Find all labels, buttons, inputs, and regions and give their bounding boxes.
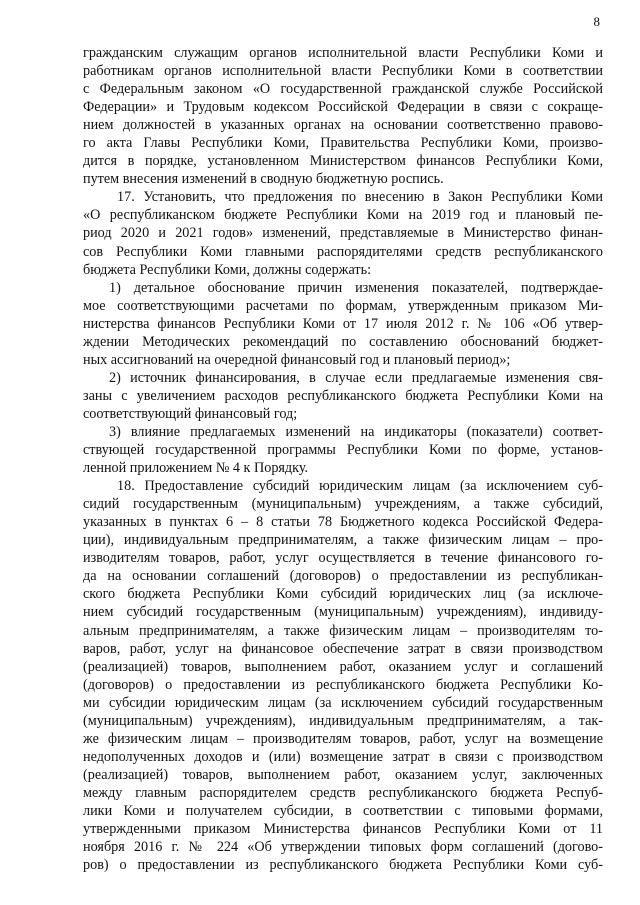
text-line: «О республиканском бюджете Республики Коми на 2019 год и плановый пе- [83, 207, 603, 224]
text-line: да на основании соглашений (договоров) о предоставлении из республикан- [83, 568, 603, 585]
text-line: ствующей государственной программы Республики Коми по форме, установ- [83, 442, 603, 459]
text-line: ных ассигнований на очередной финансовый год и плановый период»; [83, 351, 511, 368]
text-line: ждении Методических рекомендаций по составлению обоснований бюджет- [83, 333, 603, 350]
text-line: лики Коми и получателем субсидии, в соответствии с типовыми формами, [83, 802, 603, 819]
text-line: гражданским служащим органов исполнительной власти Республики Коми и [83, 45, 603, 61]
text-line: между главным распорядителем средств республиканского бюджета Респуб- [83, 784, 603, 801]
text-line: альным предпринимателям, а также физическим лицам – производителям то- [83, 622, 603, 639]
text-line: заны с увеличением расходов республиканского бюджета Республики Коми на [83, 387, 603, 404]
text-line: недополученных доходов и (или) возмещение затрат в связи с производством [83, 748, 603, 765]
text-line: дится в порядке, установленном Министерством финансов Республики Коми, [83, 153, 603, 170]
text-line: же физическим лицам – производителям товаров, работ, услуг на возмещение [83, 730, 603, 747]
text-line: ми субсидии юридическим лицам (за исключением субсидий государственным [83, 694, 603, 711]
text-line: го акта Главы Республики Коми, Правительства Республики Коми, произво- [83, 135, 603, 152]
text-line: работникам органов исполнительной власти Республики Коми в соответствии [83, 63, 603, 80]
document-body [83, 44, 603, 874]
text-line: (муниципальным) учреждениям), индивидуальным предпринимателям, а так- [83, 712, 603, 729]
text-line: 1) детальное обоснование причин изменения показателей, подтверждае- [109, 279, 603, 296]
text-line: нистерства финансов Республики Коми от 17 июля 2012 г. № 106 «Об утвер- [83, 315, 603, 332]
text-line: нием должностей в указанных органах на основании соответственно правово- [83, 117, 603, 134]
text-line: утвержденными приказом Министерства финансов Республики Коми от 11 [83, 821, 603, 838]
text-line: ленной приложением № 4 к Порядку. [83, 460, 309, 477]
text-line: (договоров) о предоставлении из республиканского бюджета Республики Ко- [83, 676, 603, 693]
text-line: указанных в пунктах 6 – 8 статьи 78 Бюджетного кодекса Российской Федера- [83, 514, 603, 531]
text-line: 2) источник финансирования, в случае если предлагаемые изменения свя- [109, 369, 603, 386]
text-line: (реализацией) товаров, выполнением работ, оказанием услуг, заключенных [83, 766, 603, 783]
text-line: ров) о предоставлении из республиканского бюджета Республики Коми суб- [83, 857, 603, 874]
text-line: сидий государственным (муниципальным) учреждениям, а также субсидий, [83, 496, 603, 513]
text-line: Федерации» и Трудовым кодексом Российской Федерации в связи с сокраще- [83, 99, 603, 116]
text-line: соответствующий финансовый год; [83, 405, 298, 422]
text-line: ции), индивидуальным предпринимателям, а также физическим лицам – про- [83, 532, 603, 549]
text-line: (реализацией) товаров, выполнением работ, оказанием услуг и соглашений [83, 658, 603, 675]
text-line: варов, работ, услуг на финансовое обеспечение затрат в связи производством [83, 640, 603, 657]
text-line: сов Республики Коми главными распорядителями средств республиканского [83, 243, 603, 260]
text-line: риод 2020 и 2021 годов» изменений, представляемые в Министерство финан- [83, 225, 603, 242]
text-line: путем внесения изменений в сводную бюджетную роспись. [83, 171, 444, 188]
text-line: ноября 2016 г. № 224 «Об утверждении типовых форм соглашений (догово- [83, 839, 603, 856]
text-line: изводителям товаров, работ, услуг осуществляется в течение финансового го- [83, 550, 603, 567]
text-line: бюджета Республики Коми, должны содержать: [83, 261, 372, 278]
text-line: 18. Предоставление субсидий юридическим лицам (за исключением суб- [117, 478, 603, 495]
text-line: 17. Установить, что предложения по внесению в Закон Республики Коми [117, 189, 603, 206]
text-line: нием субсидий государственным (муниципальным) учреждениям), индивиду- [83, 604, 603, 621]
text-line: с Федеральным законом «О государственной гражданской службе Российской [83, 81, 603, 98]
text-line: мое соответствующими расчетами по формам, утвержденным приказом Ми- [83, 297, 603, 314]
text-line: 3) влияние предлагаемых изменений на индикаторы (показатели) соответ- [109, 423, 603, 440]
page-number: 8 [593, 14, 600, 29]
text-line: ского бюджета Республики Коми субсидий юридических лиц (за исключе- [83, 586, 603, 603]
